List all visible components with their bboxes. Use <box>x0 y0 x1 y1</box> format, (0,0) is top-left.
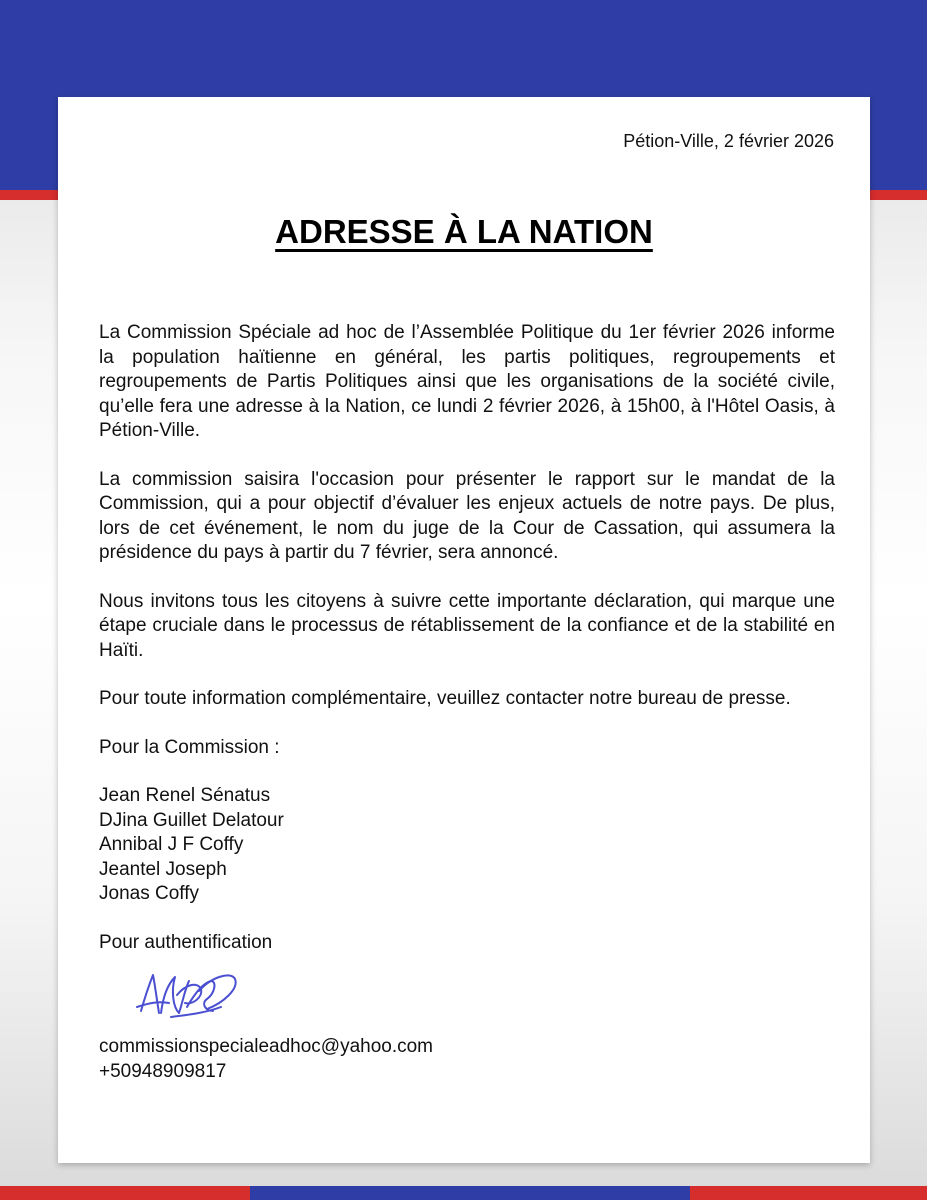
contact-phone: +50948909817 <box>99 1060 227 1082</box>
paragraph-announcement: La Commission Spéciale ad hoc de l’Assemblée Politique du 1er février 2026 informe la population haïtienne en général, les partis politiques, regroupements et regroupements de Partis Politiques ainsi que les organisations de la société civile, qu’elle fera une adresse à la Nation, ce lundi 2 février 2026, à 15h00, à l'Hôtel Oasis, à Pétion-Ville. <box>99 322 835 441</box>
paragraph-report: La commission saisira l'occasion pour présenter le rapport sur le mandat de la Commission, qui a pour objectif d’évaluer les enjeux actuels de notre pays. De plus, lors de cet événement, le nom du juge de la Cour de Cassation, qui assumera la présidence du pays à partir du 7 février, sera annoncé. <box>99 468 835 563</box>
paragraph-invitation: Nous invitons tous les citoyens à suivre cette importante déclaration, qui marque une étape cruciale dans le processus de rétablissement de la confiance et de la stabilité en Haïti. <box>99 590 835 661</box>
bottom-red-band-left <box>0 1186 250 1200</box>
letter-body <box>99 321 835 1084</box>
authentication-label: Pour authentification <box>99 931 273 953</box>
bottom-red-band-right <box>690 1186 927 1200</box>
signatory-name: Annibal J F Coffy <box>99 834 244 855</box>
red-stripe-left <box>0 190 58 200</box>
contact-email: commissionspecialeadhoc@yahoo.com <box>99 1036 434 1057</box>
signatory-name: DJina Guillet Delatour <box>99 809 284 831</box>
red-stripe-right <box>870 190 927 200</box>
contact-block <box>99 1035 835 1084</box>
letter-title <box>58 213 870 251</box>
signatory-name: Jonas Coffy <box>99 883 199 904</box>
signatory-name: Jean Renel Sénatus <box>99 785 271 806</box>
bottom-blue-band <box>250 1186 690 1200</box>
signoff: Pour la Commission : <box>99 736 280 758</box>
letter-date: Pétion-Ville, 2 février 2026 <box>623 131 834 151</box>
paragraph-contact: Pour toute information complémentaire, veuillez contacter notre bureau de presse. <box>99 688 791 709</box>
handwritten-signature <box>131 967 241 1025</box>
signatory-name: Jeantel Joseph <box>99 858 227 880</box>
letter-page <box>58 97 870 1163</box>
letter-title-text: ADRESSE À LA NATION <box>275 213 653 250</box>
signatories-list <box>99 784 835 907</box>
